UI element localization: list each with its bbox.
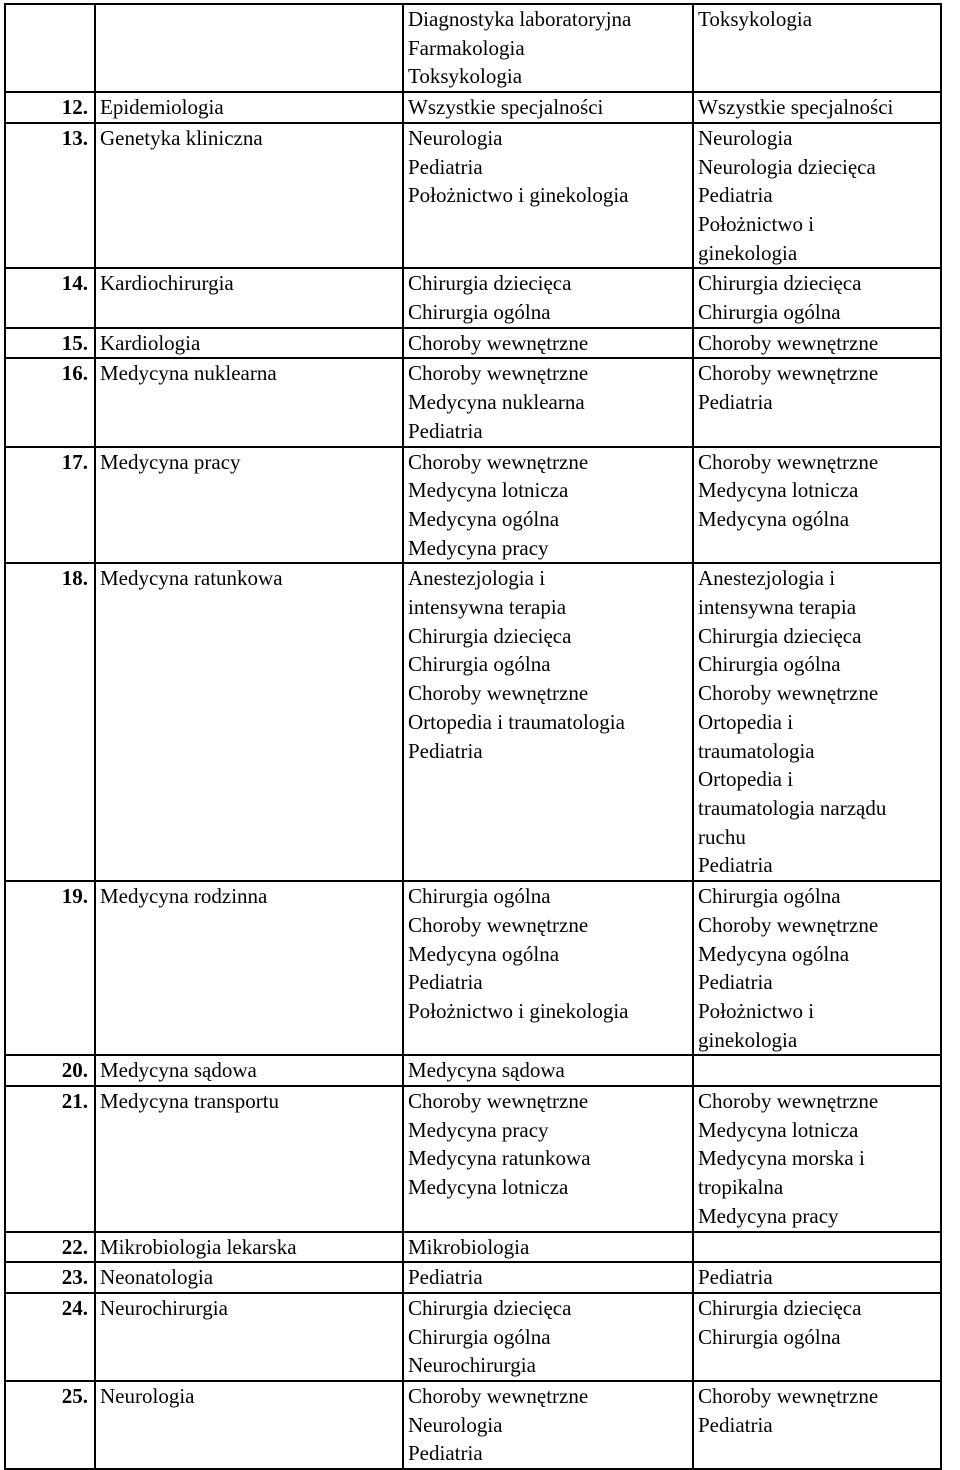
row-number: 25. (5, 1381, 95, 1469)
related-specialties-alt: Toksykologia (693, 4, 941, 92)
table-row (5, 1381, 941, 1469)
related-specialties: Choroby wewnętrzne (403, 328, 693, 359)
specialty-name: Kardiochirurgia (95, 268, 403, 327)
related-specialties-alt: Neurologia Neurologia dziecięca Pediatria Położnictwo i ginekologia (693, 123, 941, 269)
related-specialties-alt (693, 1055, 941, 1086)
row-number: 19. (5, 881, 95, 1055)
row-number: 14. (5, 268, 95, 327)
specialty-name: Neurologia (95, 1381, 403, 1469)
related-specialties: Chirurgia dziecięca Chirurgia ogólna Neurochirurgia (403, 1293, 693, 1381)
related-specialties-alt: Choroby wewnętrzne Medycyna lotnicza Medycyna morska i tropikalna Medycyna pracy (693, 1086, 941, 1232)
related-specialties-alt: Chirurgia ogólna Choroby wewnętrzne Medycyna ogólna Pediatria Położnictwo i ginekologia (693, 881, 941, 1055)
row-number: 23. (5, 1262, 95, 1293)
related-specialties-alt: Choroby wewnętrzne Pediatria (693, 1381, 941, 1469)
related-specialties: Choroby wewnętrzne Neurologia Pediatria (403, 1381, 693, 1469)
table-row (5, 358, 941, 446)
related-specialties-alt: Wszystkie specjalności (693, 92, 941, 123)
related-specialties: Pediatria (403, 1262, 693, 1293)
related-specialties: Choroby wewnętrzne Medycyna pracy Medycyna ratunkowa Medycyna lotnicza (403, 1086, 693, 1232)
row-number: 20. (5, 1055, 95, 1086)
related-specialties-alt: Pediatria (693, 1262, 941, 1293)
specialty-name: Epidemiologia (95, 92, 403, 123)
related-specialties: Choroby wewnętrzne Medycyna nuklearna Pediatria (403, 358, 693, 446)
specialty-name: Medycyna ratunkowa (95, 563, 403, 881)
row-number: 24. (5, 1293, 95, 1381)
table-row (5, 447, 941, 564)
row-number: 13. (5, 123, 95, 269)
table-row (5, 92, 941, 123)
related-specialties: Choroby wewnętrzne Medycyna lotnicza Medycyna ogólna Medycyna pracy (403, 447, 693, 564)
related-specialties-alt (693, 1232, 941, 1263)
related-specialties: Chirurgia dziecięca Chirurgia ogólna (403, 268, 693, 327)
specialty-name: Mikrobiologia lekarska (95, 1232, 403, 1263)
table-row (5, 4, 941, 92)
row-number: 17. (5, 447, 95, 564)
related-specialties: Wszystkie specjalności (403, 92, 693, 123)
related-specialties: Mikrobiologia (403, 1232, 693, 1263)
row-number: 21. (5, 1086, 95, 1232)
specialty-name: Medycyna rodzinna (95, 881, 403, 1055)
table-body (5, 4, 941, 1469)
specialty-name: Kardiologia (95, 328, 403, 359)
related-specialties: Anestezjologia i intensywna terapia Chirurgia dziecięca Chirurgia ogólna Choroby wewnętrzne Ortopedia i traumatologia Pediatria (403, 563, 693, 881)
related-specialties-alt: Chirurgia dziecięca Chirurgia ogólna (693, 1293, 941, 1381)
related-specialties-alt: Choroby wewnętrzne Medycyna lotnicza Medycyna ogólna (693, 447, 941, 564)
specialty-name: Genetyka kliniczna (95, 123, 403, 269)
related-specialties: Medycyna sądowa (403, 1055, 693, 1086)
related-specialties-alt: Anestezjologia i intensywna terapia Chirurgia dziecięca Chirurgia ogólna Choroby wewnętrzne Ortopedia i traumatologia Ortopedia i traumatologia narządu ruchu Pediatria (693, 563, 941, 881)
table-row (5, 328, 941, 359)
related-specialties: Chirurgia ogólna Choroby wewnętrzne Medycyna ogólna Pediatria Położnictwo i ginekologia (403, 881, 693, 1055)
table-row (5, 123, 941, 269)
related-specialties-alt: Choroby wewnętrzne Pediatria (693, 358, 941, 446)
related-specialties-alt: Chirurgia dziecięca Chirurgia ogólna (693, 268, 941, 327)
related-specialties-alt: Choroby wewnętrzne (693, 328, 941, 359)
row-number: 16. (5, 358, 95, 446)
table-row (5, 1293, 941, 1381)
specialty-name: Medycyna nuklearna (95, 358, 403, 446)
related-specialties: Neurologia Pediatria Położnictwo i ginekologia (403, 123, 693, 269)
related-specialties: Diagnostyka laboratoryjna Farmakologia Toksykologia (403, 4, 693, 92)
table-row (5, 881, 941, 1055)
table-row (5, 563, 941, 881)
specialty-name: Neurochirurgia (95, 1293, 403, 1381)
specialties-table (4, 3, 942, 1470)
row-number: 22. (5, 1232, 95, 1263)
row-number (5, 4, 95, 92)
specialty-name: Medycyna pracy (95, 447, 403, 564)
specialty-name (95, 4, 403, 92)
specialty-name: Neonatologia (95, 1262, 403, 1293)
row-number: 12. (5, 92, 95, 123)
table-row (5, 268, 941, 327)
row-number: 18. (5, 563, 95, 881)
specialty-name: Medycyna sądowa (95, 1055, 403, 1086)
row-number: 15. (5, 328, 95, 359)
table-row (5, 1262, 941, 1293)
table-row (5, 1055, 941, 1086)
specialty-name: Medycyna transportu (95, 1086, 403, 1232)
table-row (5, 1086, 941, 1232)
table-row (5, 1232, 941, 1263)
